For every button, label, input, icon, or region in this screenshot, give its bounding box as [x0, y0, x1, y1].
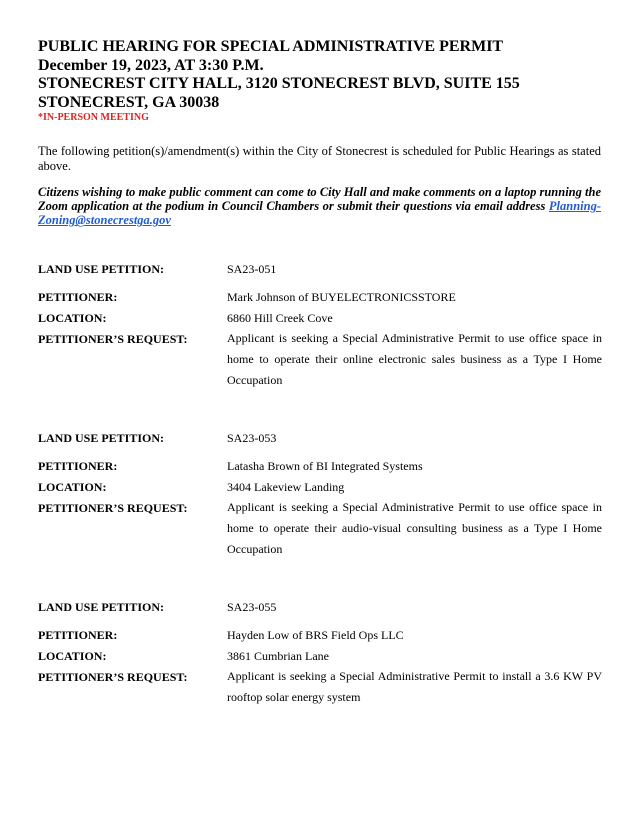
petition-number-label: LAND USE PETITION:	[38, 262, 165, 276]
location-value: 3861 Cumbrian Lane	[227, 649, 329, 663]
meeting-type-note: *IN-PERSON MEETING	[38, 112, 149, 123]
petitioner-name: Latasha Brown of BI Integrated Systems	[227, 459, 423, 473]
petition-number: SA23-051	[227, 262, 277, 276]
public-comment-paragraph	[38, 185, 601, 228]
petitioner-label: PETITIONER:	[38, 459, 118, 473]
header-date: December 19, 2023, AT 3:30 P.M.	[38, 56, 264, 74]
header-venue: STONECREST CITY HALL, 3120 STONECREST BLVD, SUITE 155	[38, 75, 520, 92]
petitioner-label: PETITIONER:	[38, 290, 118, 304]
location-value: 3404 Lakeview Landing	[227, 480, 345, 494]
request-label: PETITIONER’S REQUEST:	[38, 332, 188, 346]
request-label: PETITIONER’S REQUEST:	[38, 670, 188, 684]
petition-number-label: LAND USE PETITION:	[38, 431, 165, 445]
intro-paragraph: The following petition(s)/amendment(s) within the City of Stonecrest is scheduled for Public Hearings as stated above.	[38, 144, 601, 173]
petitioner-name: Mark Johnson of BUYELECTRONICSSTORE	[227, 290, 456, 304]
header-title: PUBLIC HEARING FOR SPECIAL ADMINISTRATIVE PERMIT	[38, 38, 504, 55]
header-city: STONECREST, GA 30038	[38, 93, 220, 111]
request-label: PETITIONER’S REQUEST:	[38, 501, 188, 515]
location-value: 6860 Hill Creek Cove	[227, 311, 333, 325]
request-value: Applicant is seeking a Special Administrative Permit to use office space in home to operate their audio-visual consulting business as a Type I Home Occupation	[227, 500, 602, 556]
location-label: LOCATION:	[38, 311, 107, 325]
public-comment-text: Citizens wishing to make public comment can come to City Hall and make comments on a laptop running the Zoom application at the podium in Council Chambers or submit their questions via email address	[38, 185, 601, 214]
petition-number: SA23-055	[227, 600, 277, 614]
location-label: LOCATION:	[38, 480, 107, 494]
petitioner-label: PETITIONER:	[38, 628, 118, 642]
petitioner-name: Hayden Low of BRS Field Ops LLC	[227, 628, 404, 642]
request-value: Applicant is seeking a Special Administrative Permit to install a 3.6 KW PV rooftop solar energy system	[227, 669, 602, 704]
petition-number: SA23-053	[227, 431, 277, 445]
petition-number-label: LAND USE PETITION:	[38, 600, 165, 614]
request-value: Applicant is seeking a Special Administrative Permit to use office space in home to operate their online electronic sales business as a Type I Home Occupation	[227, 331, 602, 387]
hearing-header	[38, 38, 608, 124]
location-label: LOCATION:	[38, 649, 107, 663]
email-link[interactable]: Planning-Zoning@stonecrestga.gov	[38, 199, 601, 228]
